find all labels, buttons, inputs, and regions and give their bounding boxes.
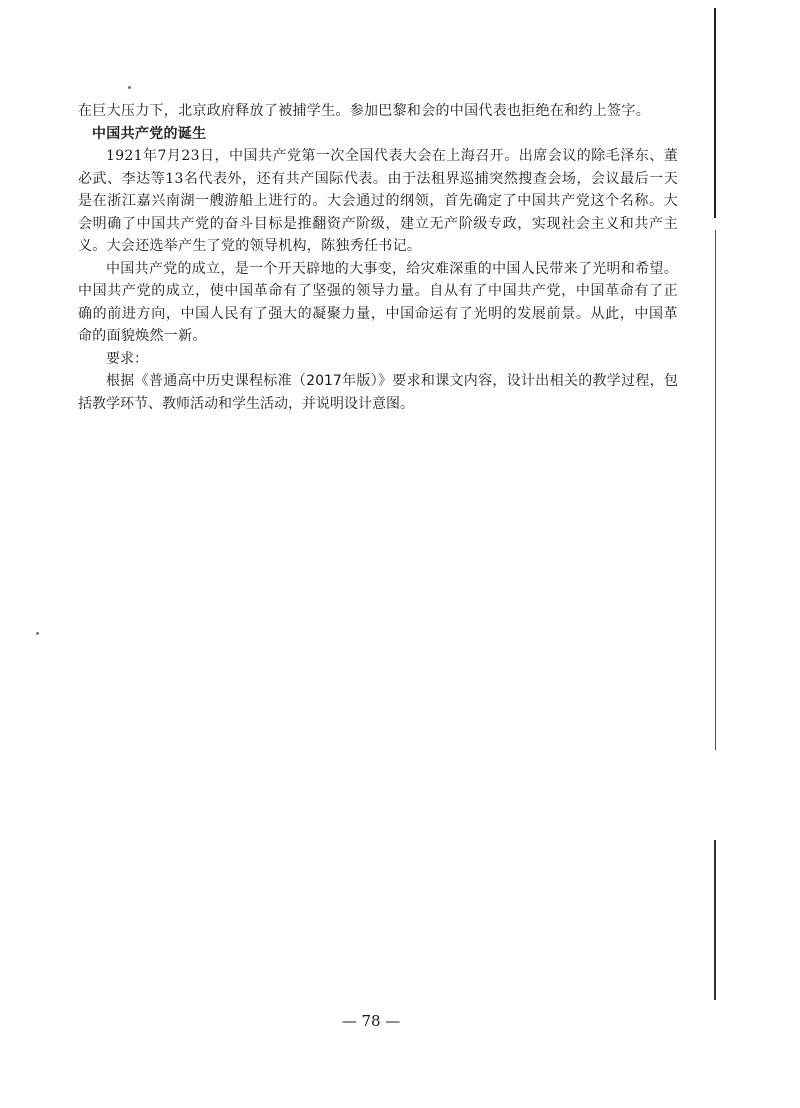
body-paragraph-significance: 中国共产党的成立，是一个开天辟地的大事变，给灾难深重的中国人民带来了光明和希望。中国共产党的成立，使中国革命有了坚强的领导力量。自从有了中国共产党，中国革命有了正确的前进方向，中国人民有了强大的凝聚力量，中国命运有了光明的发展前景。从此，中国革命的面貌焕然一新。 (78, 260, 678, 344)
requirement-text: 根据《普通高中历史课程标准（2017年版）》要求和课文内容，设计出相关的教学过程，包括教学环节、教师活动和学生活动，并说明设计意图。 (78, 373, 678, 412)
requirement-label: 要求： (106, 350, 148, 367)
page-number: — 78 — (341, 1012, 401, 1030)
scan-edge-line (715, 230, 716, 750)
body-paragraph-founding: 1921年7月23日，中国共产党第一次全国代表大会在上海召开。出席会议的除毛泽东、董必武、李达等13名代表外，还有共产国际代表。由于法租界巡捕突然搜查会场，会议最后一天是在浙江嘉兴南湖一艘游船上进行的。大会通过的纲领，首先确定了中国共产党这个名称。大会明确了中国共产党的奋斗目标是推翻资产阶级，建立无产阶级专政，实现社会主义和共产主义。大会还选举产生了党的领导机构，陈独秀任书记。 (78, 148, 678, 254)
scan-speck (36, 632, 39, 635)
scan-edge-line (714, 8, 716, 218)
section-heading: 中国共产党的诞生 (92, 125, 207, 142)
scan-speck (128, 86, 131, 89)
intro-paragraph: 在巨大压力下，北京政府释放了被捕学生。参加巴黎和会的中国代表也拒绝在和约上签字。 (78, 103, 650, 119)
document-body (78, 100, 678, 415)
scan-edge-line (714, 840, 716, 1000)
